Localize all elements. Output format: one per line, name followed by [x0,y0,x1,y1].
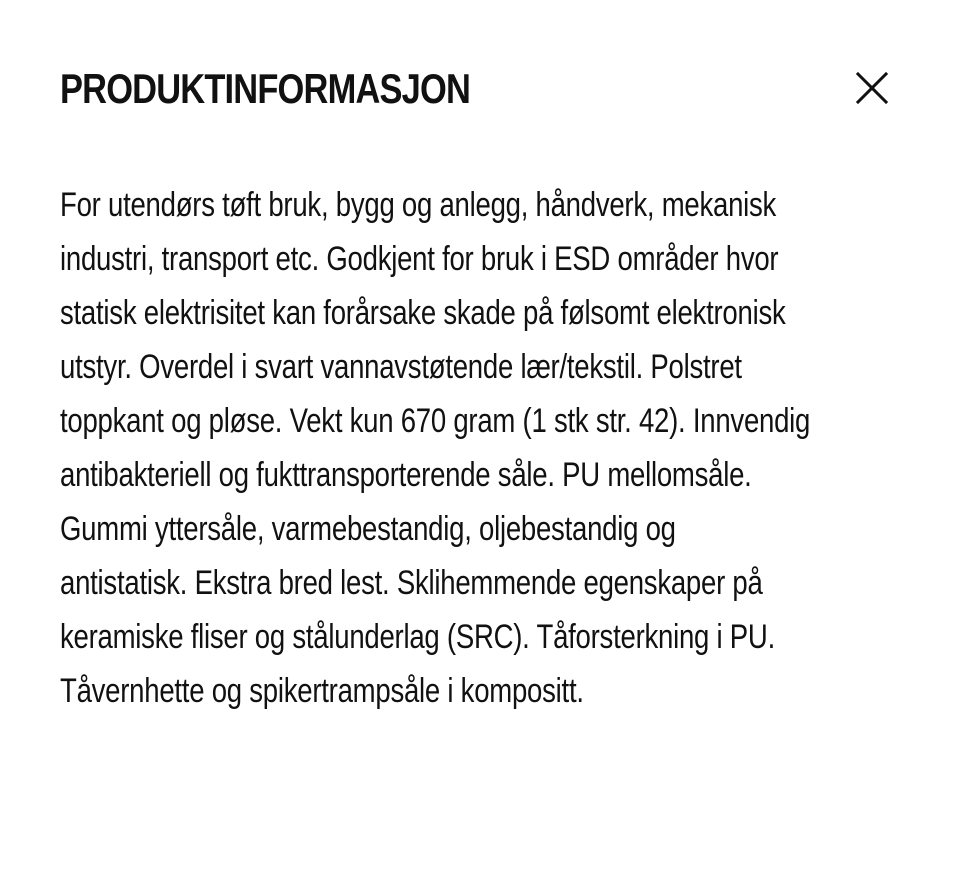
description-line: antistatisk. Ekstra bred lest. Sklihemmende egenskaper på [60,564,763,602]
description-line: Gummi yttersåle, varmebestandig, oljebestandig og [60,510,676,548]
description-line: industri, transport etc. Godkjent for bruk i ESD områder hvor [60,240,779,278]
close-button[interactable] [848,64,896,112]
description-line: antibakteriell og fukttransporterende såle. PU mellomsåle. [60,456,752,494]
panel-title: PRODUKTINFORMASJON [60,65,471,112]
product-description [60,178,894,718]
description-line: toppkant og pløse. Vekt kun 670 gram (1 stk str. 42). Innvendig [60,402,811,440]
close-icon [855,71,889,105]
description-line: For utendørs tøft bruk, bygg og anlegg, håndverk, mekanisk [60,186,777,224]
description-line: keramiske fliser og stålunderlag (SRC). Tåforsterkning i PU. [60,618,775,656]
description-line: utstyr. Overdel i svart vannavstøtende lær/tekstil. Polstret [60,348,742,386]
description-line: Tåvernhette og spikertrampsåle i kompositt. [60,672,584,710]
description-line: statisk elektrisitet kan forårsake skade på følsomt elektronisk [60,294,786,332]
